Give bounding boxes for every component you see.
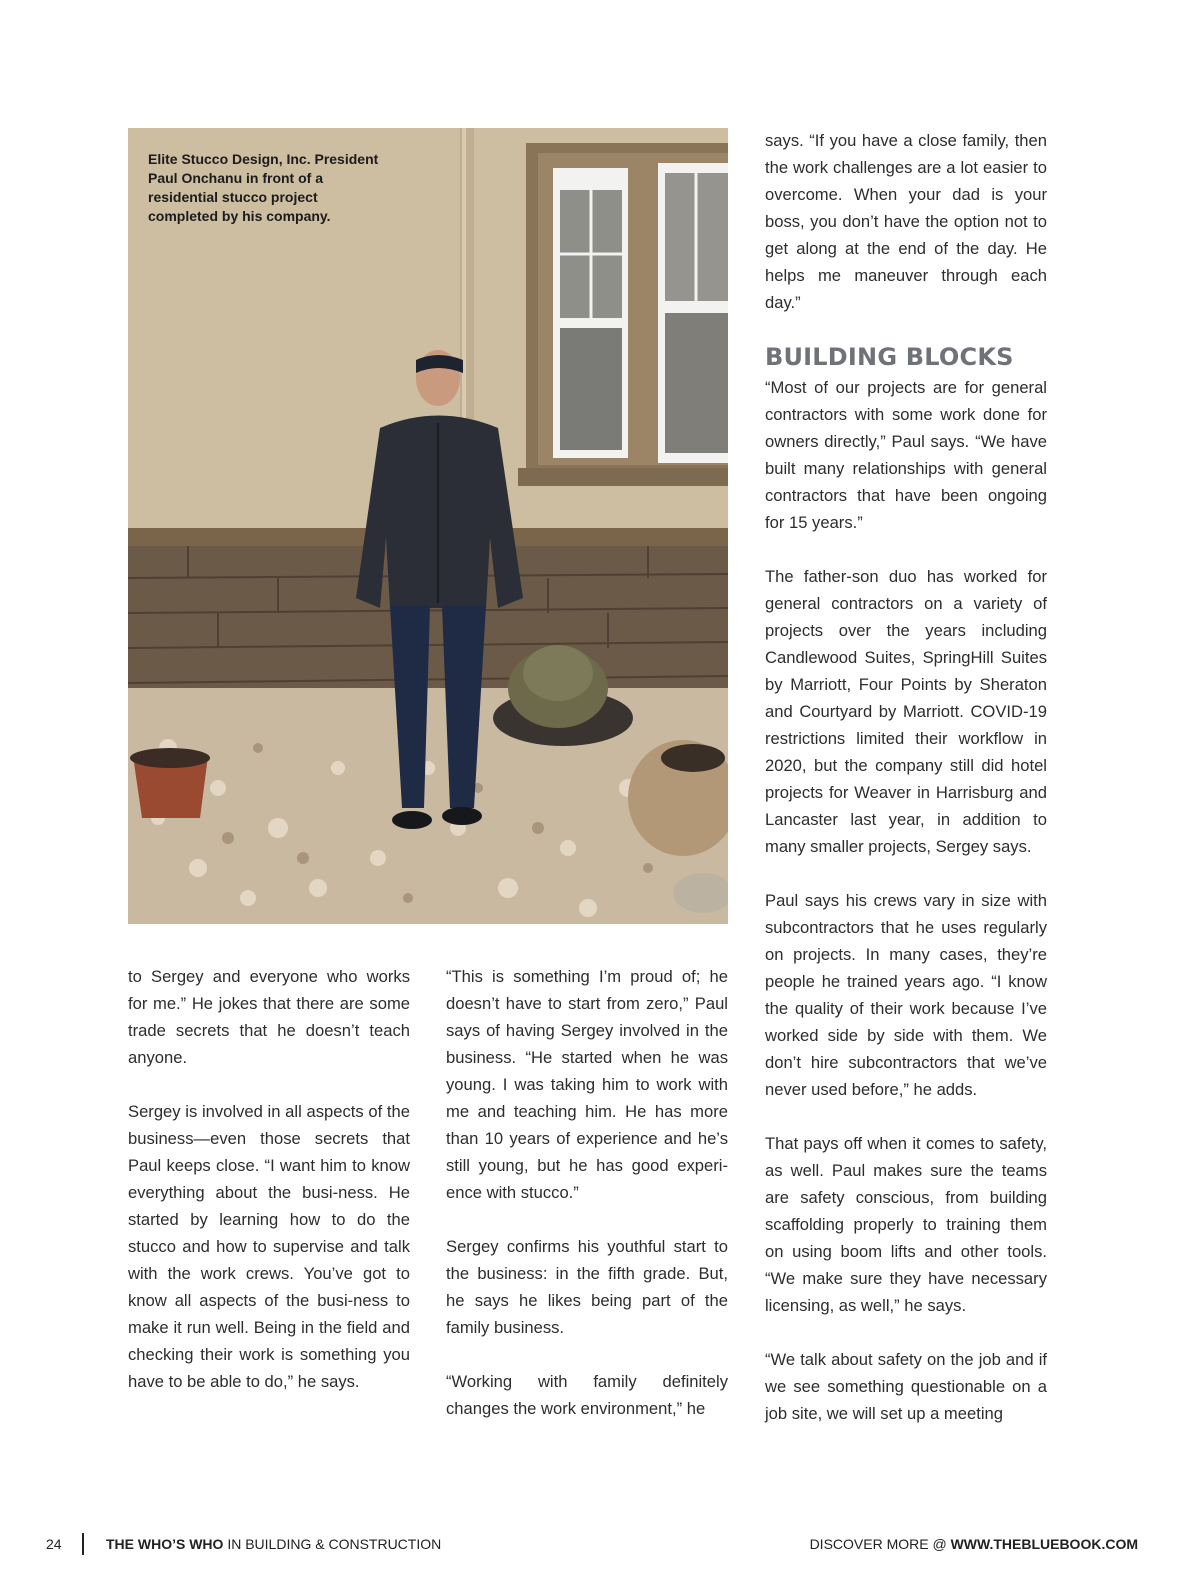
page-footer — [0, 1528, 1200, 1558]
paragraph: “This is something I’m proud of; he doesn’t have to start from zero,” Paul says of having Sergey involved in the business. “He started when he was young. I was taking him to work with me and teaching him. He has more than 10 years of experience and he’s still young, but he has good experi-ence with stucco.” — [446, 967, 728, 1202]
discover-prefix: DISCOVER MORE @ — [809, 1536, 951, 1552]
article-column-1 — [128, 963, 410, 1395]
paragraph: to Sergey and everyone who works for me.” He jokes that there are some trade secrets that he doesn’t teach anyone. — [128, 967, 410, 1067]
feature-photo — [128, 128, 728, 924]
publication-title — [106, 1536, 441, 1552]
paragraph: “Working with family definitely changes the work environment,” he — [446, 1372, 728, 1418]
paragraph: “We talk about safety on the job and if we see something questionable on a job site, we will set up a meeting — [765, 1350, 1047, 1423]
paragraph: “Most of our projects are for general contractors with some work done for owners directly,” Paul says. “We have built many relationships with general contractors that have been ongoing for 15 years.” — [765, 378, 1047, 532]
paragraph: The father-son duo has worked for general contractors on a variety of projects over the years including Candlewood Suites, SpringHill Suites by Marriott, Four Points by Sheraton and Courtyard by Marriott. COVID-19 restrictions limited their workflow in 2020, but the company still did hotel projects for Weaver in Harrisburg and Lancaster last year, in addition to many smaller projects, Sergey says. — [765, 567, 1047, 856]
paragraph: That pays off when it comes to safety, as well. Paul makes sure the teams are safety conscious, from building scaffolding properly to training them on using boom lifts and other tools. “We make sure they have necessary licensing, as well,” he says. — [765, 1134, 1047, 1315]
section-heading: BUILDING BLOCKS — [765, 343, 1014, 371]
page-number: 24 — [46, 1536, 62, 1552]
discover-more — [810, 1536, 1138, 1552]
paragraph: Sergey confirms his youthful start to the business: in the fifth grade. But, he says he likes being part of the family business. — [446, 1237, 728, 1337]
paragraph: Paul says his crews vary in size with subcontractors that he uses regularly on projects. In many cases, they’re people he trained years ago. “I know the quality of their work because I’ve worked side by side with them. We don’t hire subcontractors that we’ve never used before,” he adds. — [765, 891, 1047, 1099]
website-link[interactable]: WWW.THEBLUEBOOK.COM — [950, 1536, 1138, 1552]
photo-caption: Elite Stucco Design, Inc. President Paul Onchanu in front of a residential stucco project completed by his company. — [148, 151, 379, 224]
article-column-2 — [446, 963, 728, 1422]
publication-title-bold: THE WHO’S WHO — [106, 1536, 224, 1552]
publication-title-rest: IN BUILDING & CONSTRUCTION — [223, 1536, 442, 1552]
photo-illustration — [128, 128, 728, 924]
article-column-3 — [765, 127, 1047, 1427]
footer-divider — [82, 1533, 84, 1555]
paragraph: Sergey is involved in all aspects of the business—even those secrets that Paul keeps close. “I want him to know everything about the busi-ness. He started by learning how to do the stucco and how to supervise and talk with the work crews. You’ve got to know all aspects of the busi-ness to make it run well. Being in the field and checking their work is something you have to be able to do,” he says. — [128, 1102, 410, 1391]
paragraph: says. “If you have a close family, then the work challenges are a lot easier to overcome. When your dad is your boss, you don’t have the option not to get along at the end of the day. He helps me maneuver through each day.” — [765, 131, 1047, 312]
